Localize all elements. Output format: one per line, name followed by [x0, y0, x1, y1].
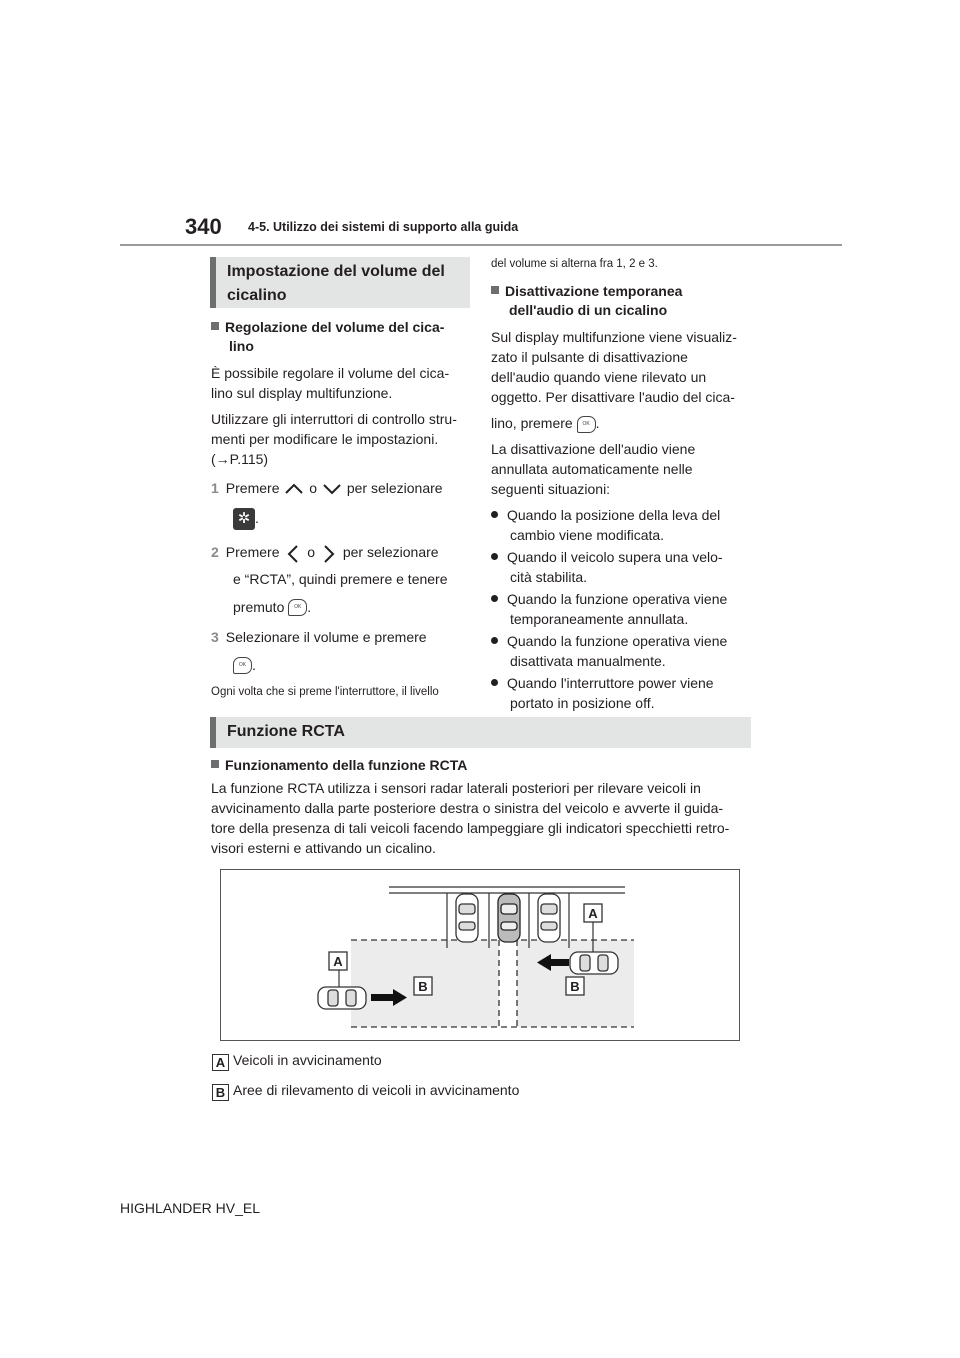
diagram-label-b: B	[570, 979, 580, 994]
reversing-car-icon	[498, 894, 520, 942]
list-item: Quando l'interruttore power viene portato in posizione off.	[491, 673, 753, 713]
legend-tag-b: B	[212, 1084, 229, 1101]
chevron-left-icon	[283, 543, 303, 565]
volume-subheading: Regolazione del volume del cica- lino	[211, 318, 473, 356]
chevron-down-icon	[321, 482, 343, 496]
volume-heading-line2: cicalino	[227, 287, 287, 304]
list-item: Quando la funzione operativa viene temporaneamente annullata.	[491, 589, 753, 629]
rcta-subheading: Funzionamento della funzione RCTA	[211, 756, 751, 775]
diagram-label-a: A	[333, 954, 343, 969]
volume-heading-box	[210, 257, 470, 308]
bullet-icon	[491, 553, 498, 560]
bullet-icon	[491, 511, 498, 518]
page-number: 340	[185, 214, 222, 239]
chevron-up-icon	[283, 482, 305, 496]
rcta-heading: Funzione RCTA	[227, 723, 345, 740]
mute-para2: La disattivazione dell'audio viene annullata automaticamente nelle seguenti situazioni:	[491, 441, 696, 497]
rcta-diagram	[220, 869, 740, 1041]
chevron-right-icon	[319, 543, 339, 565]
section-title: 4-5. Utilizzo dei sistemi di supporto alla guida	[248, 220, 519, 234]
bullet-icon	[491, 637, 498, 644]
step-3: 3 Selezionare il volume e premere	[211, 628, 427, 645]
legend-item-b: B Aree di rilevamento di veicoli in avvicinamento	[212, 1080, 519, 1101]
diagram-label-a: A	[588, 906, 598, 921]
legend-tag-a: A	[212, 1054, 229, 1071]
step-1-settings: ✲ .	[211, 508, 473, 530]
rcta-body	[211, 756, 751, 858]
volume-para2: Utilizzare gli interruttori di controllo stru- menti per modificare le impostazioni. (→P.115)	[211, 411, 457, 467]
square-bullet-icon	[211, 760, 219, 768]
list-item: Quando la funzione operativa viene disattivata manualmente.	[491, 631, 753, 671]
parked-car-icon	[538, 894, 560, 942]
volume-note-line2: del volume si alterna fra 1, 2 e 3.	[491, 258, 658, 270]
bullet-icon	[491, 679, 498, 686]
list-item: Quando la posizione della leva del cambio viene modificata.	[491, 505, 753, 545]
left-column	[211, 318, 473, 700]
step-3-ok: OK .	[211, 655, 473, 675]
mute-para1-end: lino, premere OK .	[491, 415, 600, 431]
footer-model: HIGHLANDER HV_EL	[120, 1200, 261, 1216]
square-bullet-icon	[491, 286, 499, 294]
legend-item-a: A Veicoli in avvicinamento	[212, 1050, 382, 1071]
step-2-line2: e “RCTA”, quindi premere e tenere	[233, 570, 448, 587]
settings-gear-icon: ✲	[233, 508, 255, 530]
list-item: Quando il veicolo supera una velo- cità stabilita.	[491, 547, 753, 587]
square-bullet-icon	[211, 322, 219, 330]
right-column	[491, 256, 753, 713]
rcta-diagram-drawing	[221, 870, 738, 1039]
rcta-paragraph: La funzione RCTA utilizza i sensori radar laterali posteriori per rilevare veicoli in avvicinamento dalla parte posteriore destra o sinistra del veicolo e avverte il guida- tore della presenza di tali veicoli facendo lampeggiare gli indicatori specchietti retro- visori esterni e attivando un cicalino.	[211, 780, 730, 856]
ok-button-icon: OK	[233, 657, 252, 674]
ok-button-icon: OK	[288, 599, 307, 616]
approaching-car-left-icon	[318, 987, 366, 1009]
rcta-heading-box	[210, 717, 751, 748]
mute-para1: Sul display multifunzione viene visualiz- zato il pulsante di disattivazione dell'audio quando viene rilevato un oggetto. Per disattivare l'audio del cica-	[491, 329, 737, 405]
volume-note-line1: Ogni volta che si preme l'interruttore, il livello	[211, 685, 439, 698]
mute-subheading: Disattivazione temporanea dell'audio di un cicalino	[491, 282, 753, 320]
volume-heading-line1: Impostazione del volume del	[227, 263, 445, 280]
step-1: 1 Premere o per selezionare	[211, 480, 443, 496]
ok-button-icon: OK	[577, 416, 596, 433]
step-2-line3: premuto OK .	[233, 598, 312, 615]
header-rule	[120, 244, 842, 246]
volume-para1: È possibile regolare il volume del cica- lino sul display multifunzione.	[211, 365, 450, 401]
diagram-label-b: B	[418, 979, 428, 994]
mute-bullets	[491, 505, 753, 713]
parked-car-icon	[456, 894, 478, 942]
step-2: 2 Premere o per selezionare	[211, 542, 473, 564]
approaching-car-right-icon	[570, 952, 618, 974]
bullet-icon	[491, 595, 498, 602]
